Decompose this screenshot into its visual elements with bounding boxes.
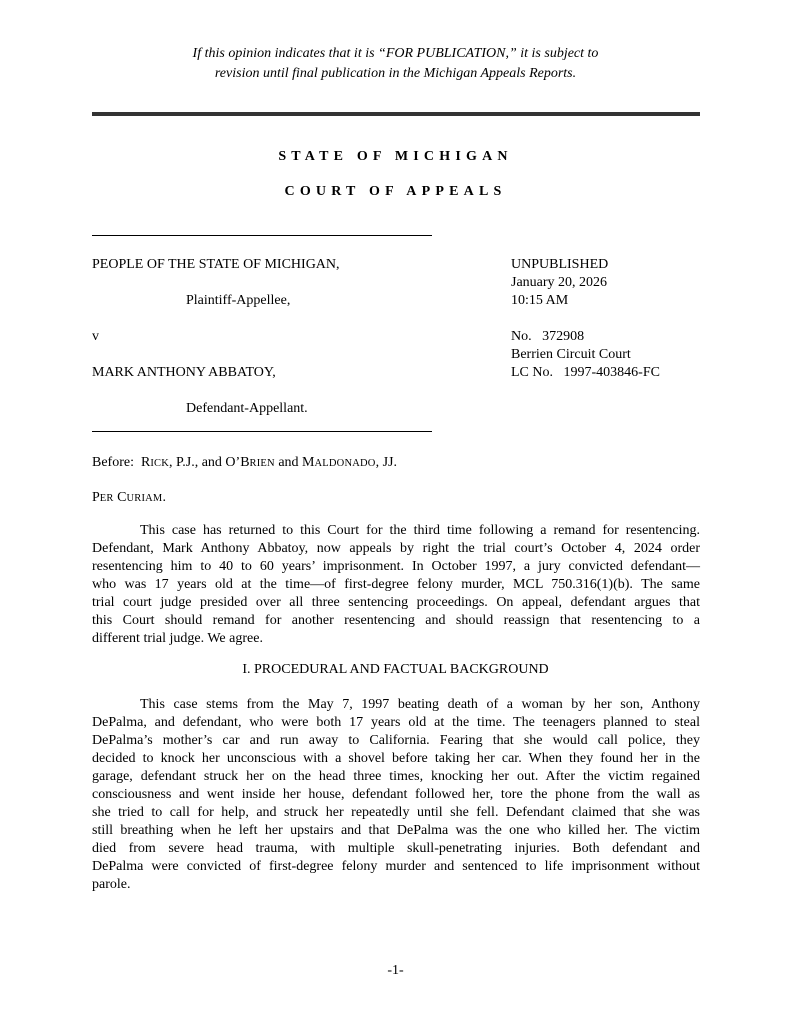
paragraph-line: parole. — [92, 877, 131, 892]
judge-2-rest: RIEN — [249, 458, 275, 469]
paragraph-line: trial court judge presided over all three sentencing proceedings. On appeal, defendant argues that — [92, 595, 700, 610]
court-title: COURT OF APPEALS — [284, 184, 507, 199]
judge-2-initial: B — [240, 455, 250, 470]
curiam-initial: C — [113, 490, 127, 505]
paragraph-line: Defendant, Mark Anthony Abbatoy, now appeals by right the trial court’s October 4, 2024 order — [92, 541, 700, 556]
paragraph-line: garage, defendant struck her on the head three times, knocking her out. After the victim regained — [92, 769, 700, 784]
judge-3-rest: ALDONADO — [314, 458, 376, 469]
paragraph-line: who was 17 years old at the time—of first-degree felony murder, MCL 750.316(1)(b). The same — [92, 577, 700, 592]
section-heading: I. PROCEDURAL AND FACTUAL BACKGROUND — [242, 662, 549, 677]
caption-bottom-rule — [92, 431, 432, 432]
state-title: STATE OF MICHIGAN — [278, 149, 513, 164]
paragraph-line: different trial judge. We agree. — [92, 631, 263, 646]
judge-1-initial: R — [140, 455, 151, 470]
header-divider — [92, 112, 700, 116]
per-curiam-label — [92, 489, 166, 508]
per-curiam-period: . — [162, 490, 166, 505]
case-number-block — [511, 328, 660, 382]
defendant-role: Defendant-Appellant. — [186, 401, 308, 416]
paragraph-line: DePalma, and defendant, who were both 17 years old at the time. The teenagers planned to steal — [92, 715, 700, 730]
paragraph-line: This case stems from the May 7, 1997 beating death of a woman by her son, Anthony — [140, 697, 700, 712]
trial-court: Berrien Circuit Court — [511, 347, 631, 362]
judge-1-rest: ICK — [150, 458, 170, 469]
intro-paragraph — [92, 522, 700, 648]
paragraph-line: consciousness and went inside her house, defendant followed her, tore the phone from the wall as — [92, 787, 700, 802]
background-paragraph — [92, 696, 700, 894]
versus-label: v — [92, 329, 99, 344]
publication-notice-line-1: If this opinion indicates that it is “FOR PUBLICATION,” it is subject to — [192, 46, 599, 61]
per-rest: ER — [99, 493, 114, 504]
paragraph-line: died from severe head trauma, with multiple skull-penetrating injuries. Both defendant and — [92, 841, 700, 856]
paragraph-line: DePalma were convicted of first-degree felony murder and sentenced to life imprisonment without — [92, 859, 700, 874]
before-label: Before: — [92, 455, 141, 470]
plaintiff-role: Plaintiff-Appellee, — [186, 293, 291, 308]
decision-date: January 20, 2026 — [511, 275, 608, 290]
case-status-block — [511, 256, 608, 310]
panel-line — [92, 454, 397, 473]
defendant-name: MARK ANTHONY ABBATOY, — [92, 365, 276, 380]
docket-number: No. 372908 — [511, 329, 585, 344]
judge-3-initial: M — [302, 455, 315, 470]
paragraph-line: decided to knock her unconscious with a shovel before taking her car. When they found her in the — [92, 751, 700, 766]
page-number: -1- — [387, 963, 404, 978]
curiam-rest: URIAM — [126, 493, 163, 504]
publication-notice — [0, 44, 791, 84]
paragraph-line: still breathing when he left her upstairs and that DePalma was the one who killed her. The victim — [92, 823, 700, 838]
paragraph-line: DePalma’s mother’s car and run away to California. Fearing that she would call police, they — [92, 733, 700, 748]
paragraph-line: this Court should remand for another resentencing and should reassign that resentencing to a — [92, 613, 700, 628]
per-initial: P — [92, 490, 100, 505]
paragraph-line: she tried to call for help, and struck her repeatedly until she fell. Defendant claimed that she was — [92, 805, 700, 820]
publication-status: UNPUBLISHED — [511, 257, 609, 272]
decision-time: 10:15 AM — [511, 293, 569, 308]
paragraph-line: This case has returned to this Court for the third time following a remand for resentencing. — [140, 523, 700, 538]
publication-notice-line-2: revision until final publication in the Michigan Appeals Reports. — [214, 66, 577, 81]
paragraph-line: resentencing him to 40 to 60 years’ imprisonment. In October 1997, a jury convicted defendant— — [92, 559, 700, 574]
judge-1-title: , P.J., and O’ — [169, 455, 241, 470]
plaintiff-name: PEOPLE OF THE STATE OF MICHIGAN, — [92, 257, 340, 272]
caption-top-rule — [92, 235, 432, 236]
panel-and: and — [274, 455, 303, 470]
lower-court-number: LC No. 1997-403846-FC — [511, 365, 660, 380]
panel-jj: , JJ. — [375, 455, 397, 470]
